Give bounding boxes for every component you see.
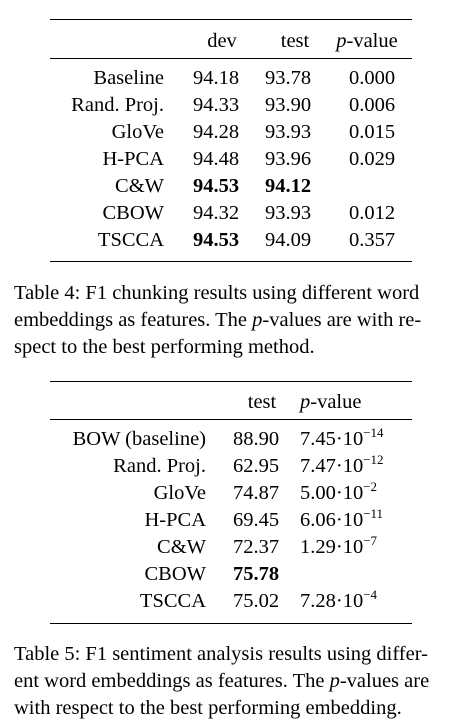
table4-test: 93.93 [264, 202, 312, 224]
table4-pvalue: 0.000 [348, 67, 396, 89]
table4-test: 93.90 [264, 94, 312, 116]
table5-test: 75.78 [232, 563, 280, 585]
table4-header-pvalue: p-value [336, 30, 398, 52]
table5-test: 88.90 [232, 428, 280, 450]
table4-caption-line: embeddings as features. The p-values are with re- [14, 309, 422, 331]
table5-caption-line: Table 5: F1 sentiment analysis results using differ- [14, 643, 428, 665]
table4-dev: 94.28 [192, 121, 240, 143]
table5-method: C&W [157, 536, 206, 558]
table4-method: Baseline [93, 67, 164, 89]
table4-dev: 94.48 [192, 148, 240, 170]
table5-method: GloVe [153, 482, 206, 504]
table5-pvalue: $7.28\cdot 10^{-4}$ [300, 587, 378, 612]
table4-header-dev: dev [207, 30, 237, 52]
table4-test: 93.93 [264, 121, 312, 143]
table5-method: Rand. Proj. [113, 455, 206, 477]
table4-method: H-PCA [102, 148, 164, 170]
table4-dev: 94.53 [192, 175, 240, 197]
table5-header-pvalue: p-value [300, 391, 362, 413]
table4-pvalue: 0.012 [348, 202, 396, 224]
table5-pvalue: $5.00\cdot 10^{-2}$ [300, 479, 378, 504]
table4-method: C&W [115, 175, 164, 197]
table5-test: 72.37 [232, 536, 280, 558]
table4-pvalue: 0.357 [348, 229, 396, 251]
table5-method: BOW (baseline) [72, 428, 206, 450]
table5-pvalue: $6.06\cdot 10^{-11}$ [300, 506, 384, 531]
table4-caption-line: spect to the best performing method. [14, 336, 315, 358]
table4-caption-line: Table 4: F1 chunking results using different word [14, 282, 420, 304]
table4-test: 93.78 [264, 67, 312, 89]
table5-header-rule [50, 419, 412, 420]
table5-test: 62.95 [232, 455, 280, 477]
table5-method: CBOW [144, 563, 206, 585]
table5-method: H-PCA [144, 509, 206, 531]
table5-header-test: test [247, 391, 277, 413]
table4-test: 94.12 [264, 175, 312, 197]
table4-pvalue: 0.015 [348, 121, 396, 143]
table4-header-test: test [280, 30, 310, 52]
table5-bottom-rule [50, 623, 412, 624]
table4-method: TSCCA [97, 229, 164, 251]
table5-test: 75.02 [232, 590, 280, 612]
table4-method: Rand. Proj. [71, 94, 164, 116]
table4-test: 93.96 [264, 148, 312, 170]
table5-method: TSCCA [139, 590, 206, 612]
table4-dev: 94.53 [192, 229, 240, 251]
table5-caption-line: ent word embeddings as features. The p-values are [14, 670, 430, 692]
table5-top-rule [50, 381, 412, 382]
table4-bottom-rule [50, 261, 412, 262]
table5-test: 69.45 [232, 509, 280, 531]
table4-method: GloVe [111, 121, 164, 143]
table5-caption-line: with respect to the best performing embedding. [14, 697, 402, 719]
table5-pvalue: $7.47\cdot 10^{-12}$ [300, 452, 384, 477]
table4-header-rule [50, 58, 412, 59]
table4-test: 94.09 [264, 229, 312, 251]
table4-dev: 94.32 [192, 202, 240, 224]
table4-pvalue: 0.006 [348, 94, 396, 116]
table5-pvalue: $7.45\cdot 10^{-14}$ [300, 425, 384, 450]
table5-test: 74.87 [232, 482, 280, 504]
table4-dev: 94.33 [192, 94, 240, 116]
table4-top-rule [50, 19, 412, 20]
table4-method: CBOW [102, 202, 164, 224]
table4-pvalue: 0.029 [348, 148, 396, 170]
table4-dev: 94.18 [192, 67, 240, 89]
table5-pvalue: $1.29\cdot 10^{-7}$ [300, 533, 378, 558]
